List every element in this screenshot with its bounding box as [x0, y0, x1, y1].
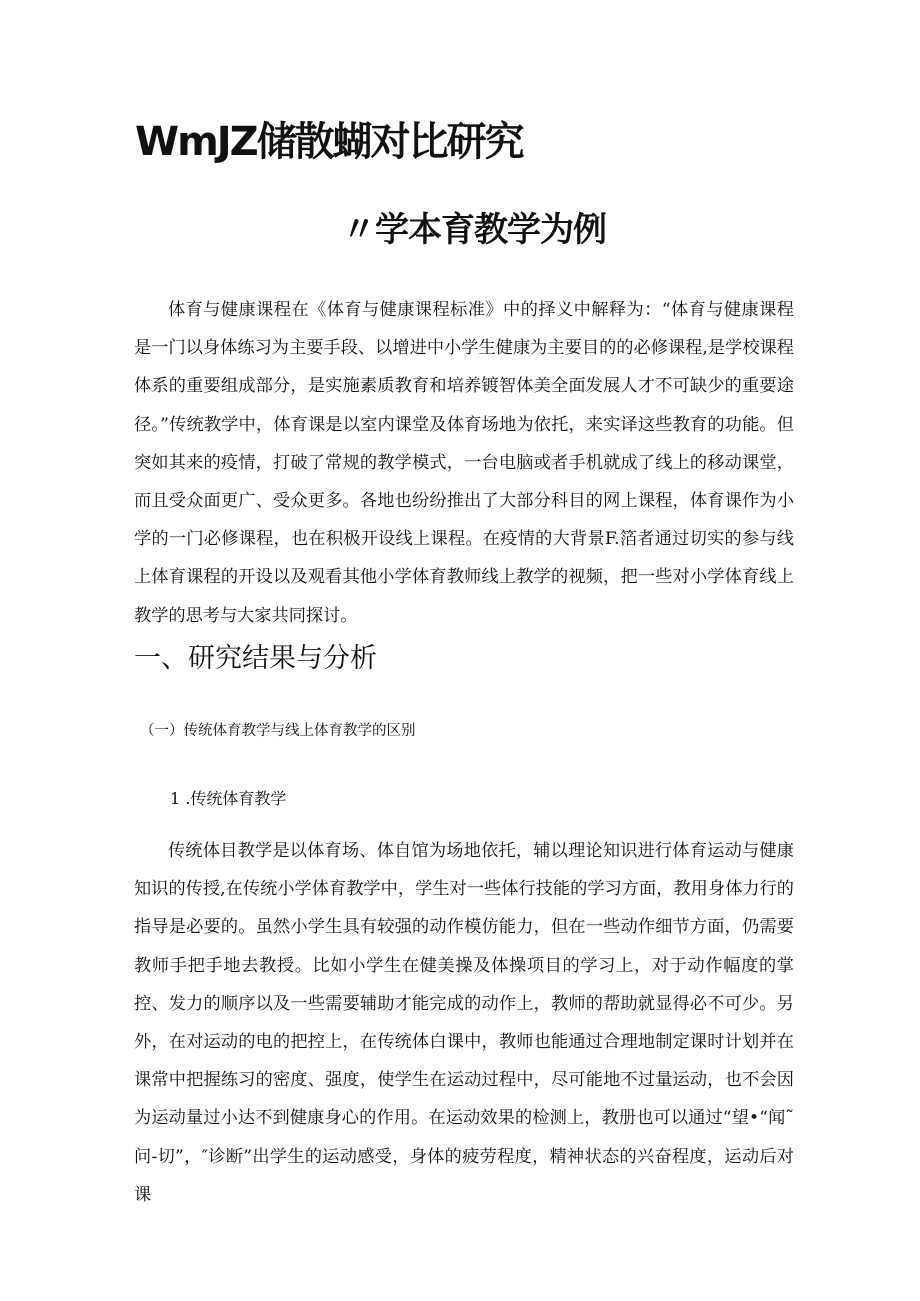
- intro-paragraph: 体育与健康课程在《体育与健康课程标准》中的择义中解释为：“体育与健康课程是一门以身体练习为主要手段、以增进中小学生健康为主要目的的必修课程,是学校课程体系的重要组成部分，是实施素质教育和培养镀智体美全面发展人才不可缺少的重要途径。”传统教学中，体育课是以室内课堂及体育场地为依托，来实译这些教育的功能。但突如其来的疫情，打破了常规的教学模式，一台电脑或者手机就成了线上的移动课堂，而且受众面更广、受众更多。各地也纷纷推出了大部分科目的网上课程，体育课作为小学的一门必修课程，也在积极开设线上课程。在疫情的大背景F.箔者通过切实的参与线上体育课程的开设以及观看其他小学体育教师线上教学的视频，把一些对小学体育线上教学的思考与大家共同探讨。: [134, 300, 794, 626]
- subsection-heading: （一）传统体育教学与线上体育教学的区别: [140, 723, 416, 739]
- document-subtitle: 〃学本育教学为例: [342, 210, 606, 250]
- document-title: WmJZ储散蝴对比研究: [135, 119, 523, 165]
- body-paragraph: 传统体目教学是以体育场、体自馆为场地依托，辅以理论知识进行体育运动与健康知识的传授,在传统小学体育教学中，学生对一些体行技能的学习方面，教用身体力行的指导是必要的。虽然小学生具有较强的动作模仿能力，但在一些动作细节方面，仍需要教师手把手地去教授。比如小学生在健美操及体操项目的学习上，对于动作幅度的掌控、发力的顺序以及一些需要辅助才能完成的动作上，教师的帮助就显得必不可少。另外，在对运动的电的把控上，在传统体白课中，教师也能通过合理地制定课时计划并在课常中把握练习的密度、强度，使学生在运动过程中，尽可能地不过量运动，也不会因为运动量过小达不到健康身心的作用。在运动效果的检测上，教册也可以通过“望•“闻˜问-切”，″诊断”出学生的运动感受，身体的疲劳程度，精神状态的兴奋程度，运动后对课: [134, 841, 794, 1205]
- section-heading: 一、研究结果与分析: [134, 643, 377, 674]
- subsubsection-heading: 1 .传统体育教学: [170, 789, 287, 808]
